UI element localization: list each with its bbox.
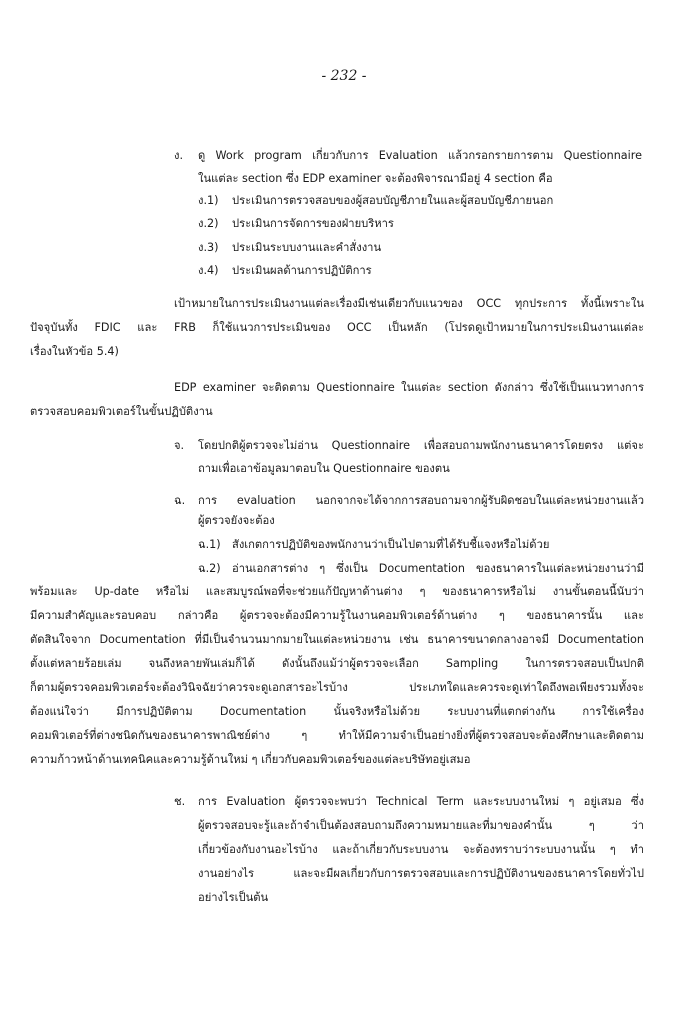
item-ng-line-1: ดู Work program เกี่ยวกับการ Evaluation แล้วกรอกรายการตาม Questionnaire [198, 149, 642, 162]
subitem-text: ประเมินการตรวจสอบของผู้สอบบัญชีภายในและผู้สอบบัญชีภายนอก [232, 194, 554, 207]
goal-line-2: ปัจจุบันทั้ง FDIC และ FRB ก็ใช้แนวการประเมินของ OCC เป็นหลัก (โปรดดูเป้าหมายในการประเมินงานแต่ละ [30, 321, 644, 334]
item-chor-cont-line: มีความสำคัญและรอบคอบ กล่าวคือ ผู้ตรวจจะต้องมีความรู้ในงานคอมพิวเตอร์ด้านต่าง ๆ ของธนาคารนั้น และ [30, 609, 644, 622]
item-ch-line: เกี่ยวข้องกับงานอะไรบ้าง และถ้าเกี่ยวกับระบบงาน จะต้องทราบว่าระบบงานนั้น ๆ ทำ [198, 843, 644, 856]
subitem-text: ประเมินระบบงานและคำสั่งงาน [232, 241, 382, 254]
item-chor-cont-line: ก็ตามผู้ตรวจคอมพิวเตอร์จะต้องวินิจฉัยว่าควรจะดูเอกสารอะไรบ้าง ประเภทใดและควรจะดูเท่าใดถึงพอเพียงรวมทั้งจะ [30, 681, 644, 694]
subitem-marker: ง.4) [198, 264, 219, 277]
item-chor-cont-line: ต้องแน่ใจว่า มีการปฏิบัติตาม Documentation นั้นจริงหรือไม่ด้วย ระบบงานที่แตกต่างกัน การใช้เครื่อง [30, 705, 644, 718]
page-number: - 232 - [321, 68, 367, 84]
item-chor-cont-line: ตัดสินใจจาก Documentation ที่มีเป็นจำนวนมากมายในแต่ละหน่วยงาน เช่น ธนาคารขนาดกลางอาจมี Documentation [30, 633, 644, 646]
subitem-marker: ง.2) [198, 217, 219, 230]
item-chor-marker: ฉ. [174, 494, 186, 507]
subitem-marker: ง.3) [198, 241, 219, 254]
item-chor-sub1-text: สังเกตการปฏิบัติของพนักงานว่าเป็นไปตามที่ได้รับชี้แจงหรือไม่ด้วย [232, 538, 550, 551]
edp-line-2: ตรวจสอบคอมพิวเตอร์ในขั้นปฏิบัติงาน [30, 405, 213, 418]
item-chor-sub2-text: อ่านเอกสารต่าง ๆ ซึ่งเป็น Documentation ของธนาคารในแต่ละหน่วยงานว่ามี [232, 562, 644, 575]
item-chor-line-2: ผู้ตรวจยังจะต้อง [198, 514, 275, 527]
subitem-text: ประเมินผลด้านการปฏิบัติการ [232, 264, 372, 277]
item-cho-marker: จ. [174, 439, 185, 452]
item-cho-line-1: โดยปกติผู้ตรวจจะไม่อ่าน Questionnaire เพื่อสอบถามพนักงานธนาคารโดยตรง แต่จะ [198, 439, 644, 452]
goal-line-1: เป้าหมายในการประเมินงานแต่ละเรื่องมีเช่นเดียวกับแนวของ OCC ทุกประการ ทั้งนี้เพราะใน [174, 297, 644, 310]
goal-line-3: เรื่องในหัวข้อ 5.4) [30, 345, 119, 358]
item-chor-cont-line: คอมพิวเตอร์ที่ต่างชนิดกันของธนาคารพาณิชย์ต่าง ๆ ทำให้มีความจำเป็นอย่างยิ่งที่ผู้ตรวจสอบจะต้องศึกษาและติดตาม [30, 729, 644, 742]
item-chor-cont-line: พร้อมและ Up-date หรือไม่ และสมบูรณ์พอที่จะช่วยแก้ปัญหาด้านต่าง ๆ ของธนาคารหรือไม่ งานขั้นตอนนี้นับว่า [30, 585, 644, 598]
item-ch-line: อย่างไรเป็นต้น [198, 891, 269, 904]
item-chor-cont-line: ตั้งแต่หลายร้อยเล่ม จนถึงหลายพันเล่มก็ได้ ดังนั้นถึงแม้ว่าผู้ตรวจจะเลือก Sampling ในการตรวจสอบเป็นปกติ [30, 657, 644, 670]
item-ng-line-2: ในแต่ละ section ซึ่ง EDP examiner จะต้องพิจารณามีอยู่ 4 section คือ [198, 172, 553, 185]
subitem-marker: ง.1) [198, 194, 219, 207]
item-ch-marker: ช. [174, 795, 186, 808]
item-cho-line-2: ถามเพื่อเอาข้อมูลมาตอบใน Questionnaire ของตน [198, 462, 450, 475]
item-ng-marker: ง. [174, 149, 184, 162]
subitem-text: ประเมินการจัดการของฝ่ายบริหาร [232, 217, 394, 230]
item-ch-line: งานอย่างไร และจะมีผลเกี่ยวกับการตรวจสอบและการปฏิบัติงานของธนาคารโดยทั่วไป [198, 867, 644, 880]
item-chor-sub2-marker: ฉ.2) [198, 562, 221, 575]
item-chor-cont-line: ความก้าวหน้าด้านเทคนิคและความรู้ด้านใหม่ ๆ เกี่ยวกับคอมพิวเตอร์ของแต่ละบริษัทอยู่เสมอ [30, 753, 471, 766]
item-chor-line-1: การ evaluation นอกจากจะได้จากการสอบถามจากผู้รับผิดชอบในแต่ละหน่วยงานแล้ว [198, 494, 644, 507]
item-ch-line: การ Evaluation ผู้ตรวจจะพบว่า Technical Term และระบบงานใหม่ ๆ อยู่เสมอ ซึ่ง [198, 795, 644, 808]
item-ch-line: ผู้ตรวจสอบจะรู้และถ้าจำเป็นต้องสอบถามถึงความหมายและที่มาของคำนั้น ๆ ว่า [198, 819, 644, 832]
item-chor-sub1-marker: ฉ.1) [198, 538, 221, 551]
edp-line-1: EDP examiner จะติดตาม Questionnaire ในแต่ละ section ดังกล่าว ซึ่งใช้เป็นแนวทางการ [174, 381, 644, 394]
